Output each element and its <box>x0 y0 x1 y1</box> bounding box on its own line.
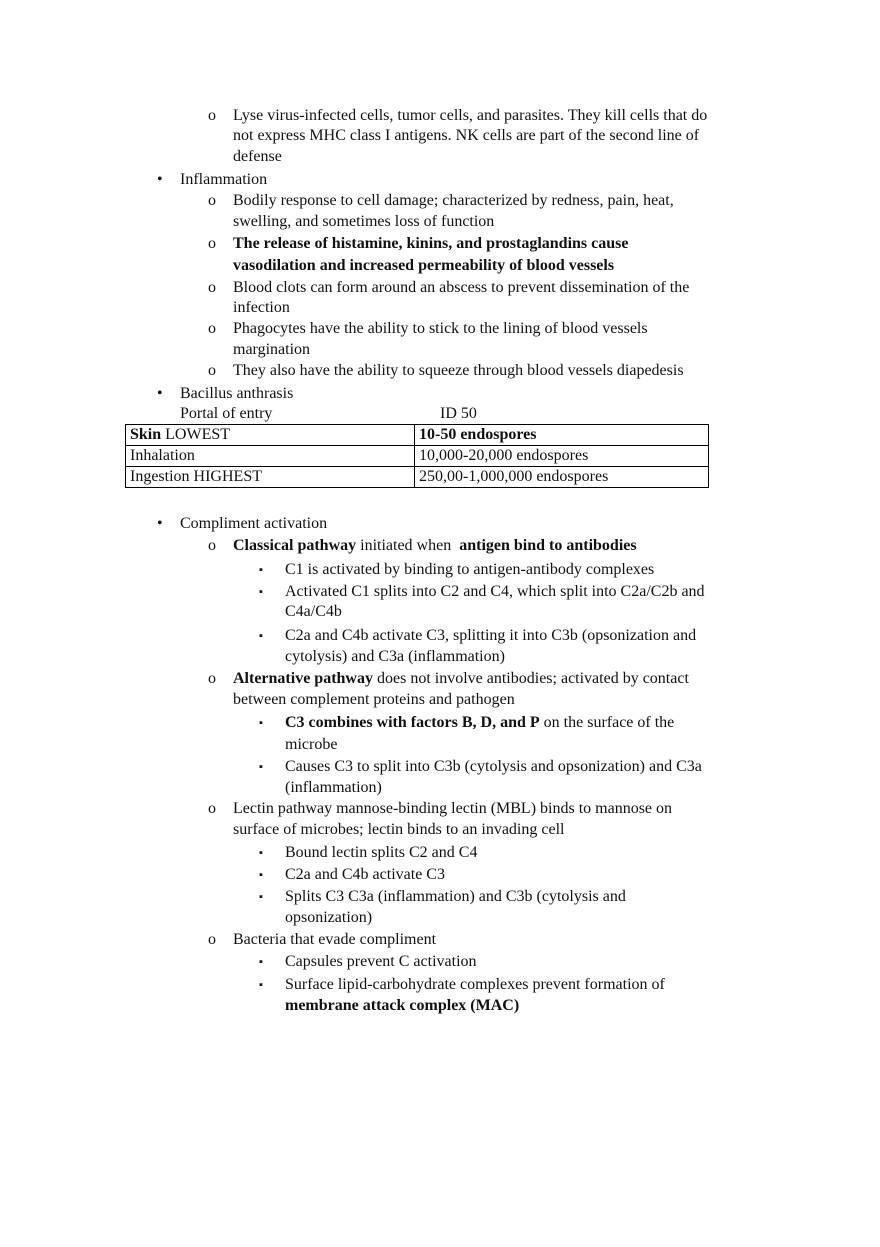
inflammation-item-3-cont: infection <box>233 299 290 316</box>
sub-bullet: o <box>208 931 216 948</box>
table-row <box>126 467 709 488</box>
inflammation-item-4: Phagocytes have the ability to stick to the lining of blood vessels <box>233 320 648 337</box>
bullet: • <box>157 171 163 188</box>
id50-table <box>125 424 709 488</box>
sub-sub-bullet: ▪ <box>259 586 263 598</box>
classical-sub-3-cont: cytolysis) and C3a (inflammation) <box>285 648 505 665</box>
table-cell: Ingestion HIGHEST <box>126 467 415 488</box>
sub-sub-bullet: ▪ <box>259 891 263 903</box>
classical-sub-2: Activated C1 splits into C2 and C4, which split into C2a/C2b and <box>285 583 705 600</box>
sub-sub-bullet: ▪ <box>259 956 263 968</box>
id50-header: ID 50 <box>440 405 477 422</box>
sub-bullet: o <box>208 362 216 379</box>
bullet: • <box>157 385 163 402</box>
table-cell: 10,000-20,000 endospores <box>415 446 709 467</box>
alternative-sub-2: Causes C3 to split into C3b (cytolysis and opsonization) and C3a <box>285 758 702 775</box>
inflammation-item-3: Blood clots can form around an abscess to prevent dissemination of the <box>233 279 690 296</box>
portal-header: Portal of entry <box>180 405 273 422</box>
inflammation-item-1: Bodily response to cell damage; characterized by redness, pain, heat, <box>233 192 674 209</box>
nk-line-3: defense <box>233 148 282 165</box>
sub-bullet: o <box>208 279 216 296</box>
compliment-heading: Compliment activation <box>180 515 328 532</box>
table-cell: Inhalation <box>126 446 415 467</box>
sub-sub-bullet: ▪ <box>259 979 263 991</box>
classical-sub-1: C1 is activated by binding to antigen-antibody complexes <box>285 561 655 578</box>
alternative-pathway-line: Alternative pathway does not involve antibodies; activated by contact <box>233 670 689 687</box>
lectin-sub-3: Splits C3 C3a (inflammation) and C3b (cytolysis and <box>285 888 626 905</box>
bacillus-heading: Bacillus anthrasis <box>180 385 294 402</box>
sub-bullet: o <box>208 107 216 124</box>
sub-sub-bullet: ▪ <box>259 630 263 642</box>
lectin-sub-1: Bound lectin splits C2 and C4 <box>285 844 478 861</box>
sub-sub-bullet: ▪ <box>259 717 263 729</box>
sub-bullet: o <box>208 235 216 252</box>
lectin-line-2: surface of microbes; lectin binds to an invading cell <box>233 821 565 838</box>
nk-line-1: Lyse virus-infected cells, tumor cells, and parasites. They kill cells that do <box>233 107 708 124</box>
sub-bullet: o <box>208 537 216 554</box>
alternative-sub-2-cont: (inflammation) <box>285 779 382 796</box>
nk-line-2: not express MHC class I antigens. NK cells are part of the second line of <box>233 127 700 144</box>
classical-sub-3: C2a and C4b activate C3, splitting it into C3b (opsonization and <box>285 627 697 644</box>
inflammation-heading: Inflammation <box>180 171 268 188</box>
classical-sub-2-cont: C4a/C4b <box>285 603 342 620</box>
lectin-line-1: Lectin pathway mannose-binding lectin (MBL) binds to mannose on <box>233 800 673 817</box>
sub-bullet: o <box>208 320 216 337</box>
sub-bullet: o <box>208 192 216 209</box>
sub-sub-bullet: ▪ <box>259 869 263 881</box>
inflammation-item-2-cont: vasodilation and increased permeability of blood vessels <box>233 257 615 274</box>
inflammation-item-2: The release of histamine, kinins, and prostaglandins cause <box>233 235 629 252</box>
lectin-sub-3-cont: opsonization) <box>285 909 373 926</box>
sub-bullet: o <box>208 670 216 687</box>
inflammation-item-4-cont: margination <box>233 341 311 358</box>
alternative-pathway-line-2: between complement proteins and pathogen <box>233 691 515 708</box>
evade-sub-2-cont: membrane attack complex (MAC) <box>285 997 520 1014</box>
evade-sub-1: Capsules prevent C activation <box>285 953 477 970</box>
inflammation-item-5: They also have the ability to squeeze through blood vessels diapedesis <box>233 362 684 379</box>
evade-line: Bacteria that evade compliment <box>233 931 437 948</box>
sub-sub-bullet: ▪ <box>259 761 263 773</box>
sub-sub-bullet: ▪ <box>259 847 263 859</box>
table-cell: 10-50 endospores <box>415 425 709 446</box>
table-cell: 250,00-1,000,000 endospores <box>415 467 709 488</box>
bullet: • <box>157 515 163 532</box>
lectin-sub-2: C2a and C4b activate C3 <box>285 866 445 883</box>
table-row <box>126 446 709 467</box>
sub-bullet: o <box>208 800 216 817</box>
evade-sub-2: Surface lipid-carbohydrate complexes prevent formation of <box>285 976 665 993</box>
table-cell: Skin LOWEST <box>126 425 415 446</box>
classical-pathway-line: Classical pathway initiated when antigen bind to antibodies <box>233 537 637 554</box>
sub-sub-bullet: ▪ <box>259 564 263 576</box>
table-row <box>126 425 709 446</box>
alternative-sub-1-cont: microbe <box>285 736 338 753</box>
alternative-sub-1: C3 combines with factors B, D, and P on the surface of the <box>285 714 675 731</box>
inflammation-item-1-cont: swelling, and sometimes loss of function <box>233 213 495 230</box>
